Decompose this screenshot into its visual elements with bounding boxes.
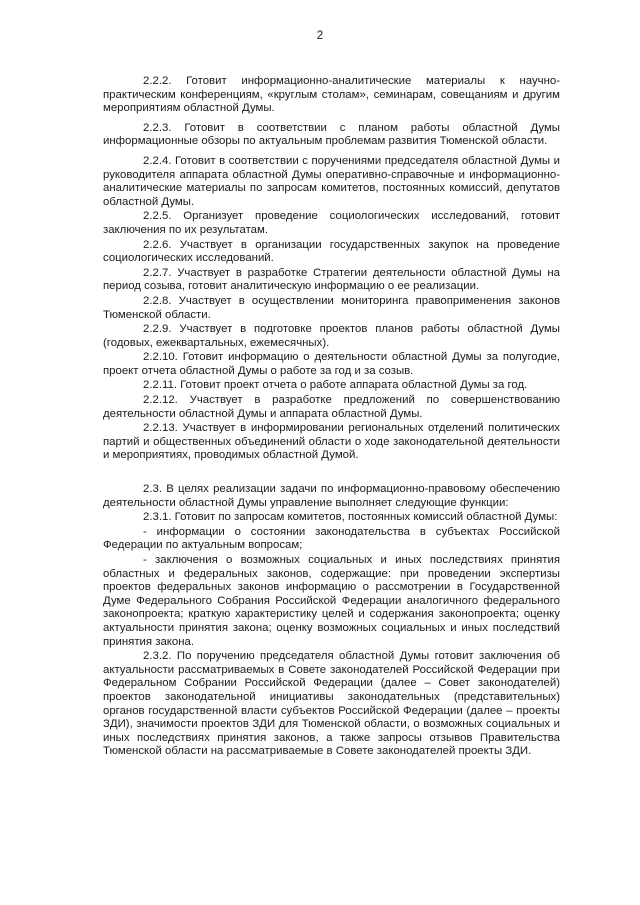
paragraph-2-2-7: 2.2.7. Участвует в разработке Стратегии деятельности областной Думы на период созыва, готовит аналитическую информацию о ее реализации. bbox=[103, 266, 560, 293]
paragraph-2-3-1: 2.3.1. Готовит по запросам комитетов, постоянных комиссий областной Думы: bbox=[143, 511, 558, 524]
document-body bbox=[103, 75, 560, 759]
list-item-conclusions: - заключения о возможных социальных и иных последствиях принятия областных и федеральных законов, содержащие: при проведении экспертизы проектов федеральных законов информацию о рассмотрении в Государственной Думе Федерального Собрания Российской Федерации аналогичного федерального законопроекта; краткую характеристику целей и содержания законопроекта; оценку актуальности принятия закона; оценку возможных социальных и иных последствий принятия закона. bbox=[103, 554, 560, 648]
paragraph-2-2-2: 2.2.2. Готовит информационно-аналитические материалы к научно-практическим конференциям, «круглым столам», семинарам, совещаниям и другим мероприятиям областной Думы. bbox=[103, 75, 560, 115]
list-item-information: - информации о состоянии законодательства в субъектах Российской Федерации по актуальным вопросам; bbox=[103, 525, 560, 552]
paragraph-2-2-5: 2.2.5. Организует проведение социологических исследований, готовит заключения по их результатам. bbox=[103, 210, 560, 236]
paragraph-2-2-13: 2.2.13. Участвует в информировании региональных отделений политических партий и общественных объединений области о ходе законодательной деятельности и мероприятиях, проводимых областной Думой. bbox=[103, 422, 560, 462]
paragraph-2-2-8: 2.2.8. Участвует в осуществлении мониторинга правоприменения законов Тюменской области. bbox=[103, 294, 560, 321]
paragraph-2-2-11: 2.2.11. Готовит проект отчета о работе аппарата областной Думы за год. bbox=[143, 379, 528, 392]
paragraph-2-2-9: 2.2.9. Участвует в подготовке проектов планов работы областной Думы (годовых, ежеквартальных, ежемесячных). bbox=[103, 323, 560, 349]
paragraph-2-2-3: 2.2.3. Готовит в соответствии с планом работы областной Думы информационные обзоры по актуальным проблемам развития Тюменской области. bbox=[103, 121, 560, 148]
page-number: 2 bbox=[316, 30, 324, 42]
paragraph-2-2-10: 2.2.10. Готовит информацию о деятельности областной Думы за полугодие, проект отчета областной Думы о работе за год и за созыв. bbox=[103, 351, 560, 377]
paragraph-2-2-12: 2.2.12. Участвует в разработке предложений по совершенствованию деятельности областной Думы и аппарата областной Думы. bbox=[103, 394, 560, 420]
paragraph-2-2-4: 2.2.4. Готовит в соответствии с поручениями председателя областной Думы и руководителя аппарата областной Думы оперативно-справочные и информационно-аналитические материалы по запросам комитетов, постоянных комиссий, депутатов областной Думы. bbox=[103, 154, 560, 208]
paragraph-2-3-2: 2.3.2. По поручению председателя областной Думы готовит заключения об актуальности рассматриваемых в Совете законодателей Российской Федерации при Федеральном Собрании Российской Федерации (далее – Совет законодателей) проектов законодательной инициативы законодательных (представительных) органов государственной власти субъектов Российской Федерации (далее – проекты ЗДИ), значимости проектов ЗДИ для Тюменской области, о возможных социальных и иных последствиях принятия законов, а также запросы отзывов Правительства Тюменской области на рассматриваемые в Совете законодателей проекты ЗДИ. bbox=[103, 650, 560, 758]
paragraph-2-2-6: 2.2.6. Участвует в организации государственных закупок на проведение социологических исследований. bbox=[103, 238, 560, 265]
paragraph-2-3: 2.3. В целях реализации задачи по информационно-правовому обеспечению деятельности областной Думы управление выполняет следующие функции: bbox=[103, 483, 560, 509]
